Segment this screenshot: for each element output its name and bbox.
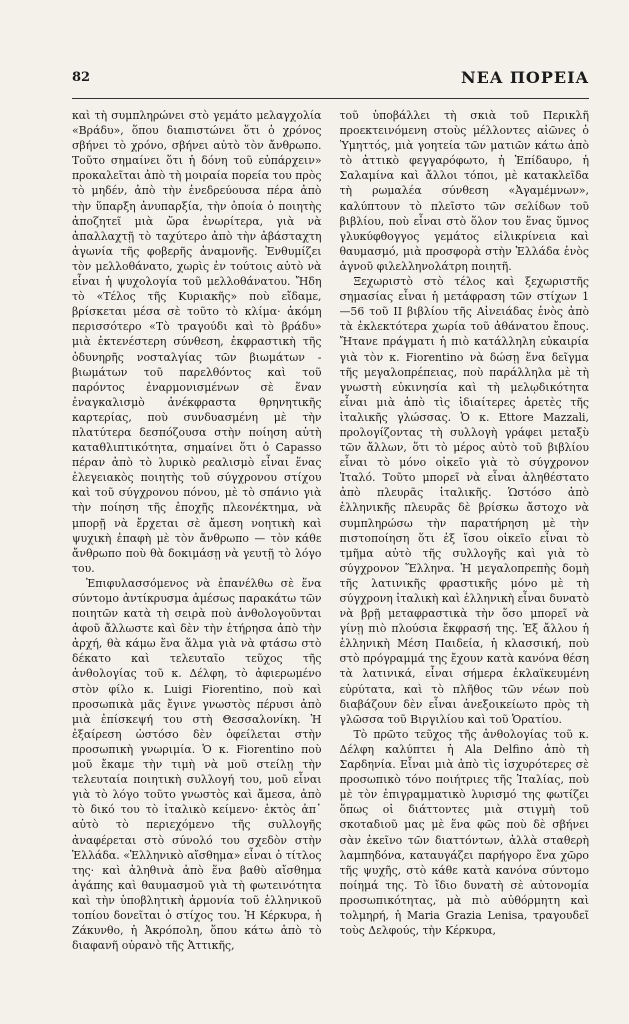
right-column	[340, 108, 590, 1006]
paragraph: Ξεχωριστὸ στὸ τέλος καὶ ξεχωριστῆς σημασίας εἶναι ἡ μετάφραση τῶν στίχων 1—56 τοῦ ΙΙ βιβλίου τῆς Αἰνειάδας ἑνὸς ἀπὸ τὰ ἐκλεκτότερα χωρία τοῦ ἀθάνατου ἔπους. Ἤτανε πράγματι ἡ πιὸ κατάλληλη εὐκαιρία γιὰ τὸν κ. Fiorentino νὰ δώσῃ ἕνα δεῖγμα τῆς μεγαλοπρέπειας, ποὺ παράλληλα μὲ τὴ γνωστὴ εὐκινησία καὶ τὴ μελῳδικότητα εἶναι μιὰ ἀπὸ τὶς ἰδιαίτερες ἀρετὲς τῆς ἰταλικῆς γλώσσας. Ὁ κ. Ettore Mazzali, προλογίζοντας τὴ συλλογὴ γράφει μεταξὺ τῶν ἄλλων, ὅτι τὸ μέρος αὐτὸ τοῦ βιβλίου εἶναι τὸ μόνο οἰκεῖο γιὰ τὸ σύγχρονον Ἰταλό. Τοῦτο μπορεῖ νὰ εἶναι ἀληθέστατο ἀπὸ πλευρᾶς ἰταλικῆς. Ὡστόσο ἀπὸ ἑλληνικῆς πλευρᾶς δὲ βρίσκω ἄστοχο νὰ συμπληρώσω τὴν παρατήρηση μὲ τὴν πιστοποίηση ὅτι ἐξ ἴσου οἰκεῖο εἶναι τὸ τμῆμα αὐτὸ τῆς συλλογῆς καὶ γιὰ τὸ σύγχρονον Ἕλληνα. Ἡ μεγαλοπρεπὴς δομὴ τῆς λατινικῆς φραστικῆς μόνο μὲ τὴ σύγχρονη ἰταλικὴ καὶ ἑλληνικὴ εἶναι δυνατὸ νὰ βρῇ μεταφραστικὰ τὴν ὅσο μπορεῖ νὰ γίνῃ πιὸ πλούσια ἔκφρασή της. Ἐξ ἄλλου ἡ ἑλληνικὴ Μέση Παιδεία, ἡ κλασσική, ποὺ στὸ πρόγραμμά της ἔχουν κατὰ κανόνα θέση τὰ λατινικά, εἶναι σήμερα ἐκλαϊκευμένη εὐρύτατα, καὶ τὸ πλῆθος τῶν νέων ποὺ διαβάζουν δὲν εἶναι ἀνεξοικείωτο πρὸς τὴ γλῶσσα τοῦ Βιργιλίου καὶ τοῦ Ὁρατίου.	[339, 275, 589, 726]
page-header	[72, 70, 589, 92]
paragraph: καὶ τὴ συμπληρώνει στὸ γεμάτο μελαγχολία «Βράδυ», ὅπου διαπιστώνει ὅτι ὁ χρόνος σβήνει τὸ χρόνο, σβήνει αὐτὸ τὸν ἄνθρωπο. Τοῦτο σημαίνει ὅτι ἡ δόνη τοῦ εὐπάρχειν» προκαλεῖται ἀπὸ τὴ μοιραία πορεία του πρὸς τὸ μηδέν, ἀπὸ τὴν ἐνεδρεύουσα πέρα ἀπὸ τὴν ὕπαρξη ἀνυπαρξία, τὴν ὁποία ὁ ποιητὴς ἀποζητεῖ μιὰ ὥρα ἐνωρίτερα, γιὰ νὰ ἀπαλλαχτῇ τὸ ταχύτερο ἀπὸ τὴν ἀβάσταχτη ἀγωνία τῆς φοβερῆς ἀναμονῆς. Ἐνθυμίζει τὸν μελλοθάνατο, χωρὶς ἐν τούτοις αὐτὸ νὰ εἶναι ἡ ψυχολογία τοῦ μελλοθάνατου. Ἤδη τὸ «Τέλος τῆς Κυριακῆς» ποὺ εἴδαμε, βρίσκεται μέσα σὲ τοῦτο τὸ κλίμα· ἀκόμη περισσότερο «Τὸ τραγούδι καὶ τὸ βράδυ» μιὰ ἐκτενέστερη σύνθεση, ἐκφραστικὴ τῆς ὀδυνηρῆς νοσταλγίας τῶν βιωμάτων - βιωμάτων τοῦ παρελθόντος καὶ τοῦ παρόντος ἐναρμονισμένων σὲ ἕναν ἐναγκαλισμὸ ἀνέκφραστα θρηνητικῆς καρτερίας, ποὺ συνδυασμένη μὲ τὴν πλατύτερα δεσπόζουσα στὴν ποίηση αὐτὴ καταθλιπτικότητα, σημαίνει ὅτι ὁ Capasso πέραν ἀπὸ τὸ λυρικὸ ρεαλισμὸ εἶναι ἕνας ἐλεγειακὸς ποιητὴς τοῦ σύγχρονου στίχου καὶ τοῦ σύγχρονου πόνου, μὲ τὸ σπάνιο γιὰ τὴν ποίηση τῆς ἐποχῆς πλεονέκτημα, νὰ μπορῇ νὰ ἔρχεται σὲ ἄμεση νοητικὴ καὶ ψυχικὴ ἐπαφὴ μὲ τὸν ἄνθρωπο — τὸν κάθε ἄνθρωπο ποὺ θὰ δοκιμάσῃ νὰ γευτῇ τὸ λόγο του.	[72, 109, 322, 575]
paragraph: Ἐπιφυλασσόμενος νὰ ἐπανέλθω σὲ ἕνα σύντομο ἀντίκρυσμα ἀμέσως παρακάτω τῶν ποιητῶν κατὰ τὴ σειρὰ ποὺ ἀνθολογοῦνται ἀφοῦ ἄλλωστε καὶ δὲν τὴν ἐτήρησα ἀπὸ τὴν ἀρχή, θὰ κάμω ἕνα ἅλμα γιὰ νὰ φτάσω στὸ δέκατο καὶ τελευταῖο τεῦχος τῆς ἀνθολογίας τοῦ κ. Δέλφη, τὸ ἀφιερωμένο στὸν φίλο κ. Luigi Fiorentino, ποὺ καὶ προσωπικὰ μᾶς ἔγινε γνωστὸς πέρυσι ἀπὸ μιὰ ἐπίσκεψή του στὴ Θεσσαλονίκη. Ἡ ἐξαίρεση ὡστόσο δὲν ὀφείλεται στὴν προσωπικὴ γνωριμία. Ὁ κ. Fiorentino ποὺ μοῦ ἔκαμε τὴν τιμὴ νὰ μοῦ στείλῃ τὴν τελευταία ποιητικὴ συλλογή του, μοῦ εἶναι γιὰ τὸ λόγο τοῦτο γνωστὸς καὶ ἄμεσα, ἀπὸ τὸ δικό του τὸ ἰταλικὸ κείμενο· ἐκτὸς ἀπ᾿ αὐτὸ τὸ περιεχόμενο τῆς συλλογῆς ἀναφέρεται στὸ σύνολό του σχεδὸν στὴν Ἑλλάδα. «Ἑλληνικὸ αἴσθημα» εἶναι ὁ τίτλος της· καὶ ἀληθινὰ ἀπὸ ἕνα βαθὺ αἴσθημα ἀγάπης καὶ θαυμασμοῦ γιὰ τὴ φωτεινότητα καὶ τὴν ὑποβλητικὴ ἁρμονία τοῦ ἑλληνικοῦ τοπίου δονεῖται ὁ στίχος του. Ἡ Κέρκυρα, ἡ Ζάκυνθο, ἡ Ἀκρόπολη, ὅπου κάτω ἀπὸ τὸ διαφανῆ οὐρανὸ τῆς Ἀττικῆς,	[72, 576, 322, 953]
paragraph: Τὸ πρῶτο τεῦχος τῆς ἀνθολογίας τοῦ κ. Δέλφη καλύπτει ἡ Ala Delfino ἀπὸ τὴ Σαρδηνία. Εἶναι μιὰ ἀπὸ τὶς ἰσχυρότερες σὲ προσωπικὸ τόνο ποιήτριες τῆς Ἰταλίας, ποὺ μὲ τὸν ἐπιγραμματικὸ λυρισμό της φωτίζει ὅπως οἱ διάττοντες μιὰ στιγμὴ τοῦ σκοταδιοῦ μας μὲ ἕνα φῶς ποὺ δὲ σβήνει σὰν ἐκεῖνο τῶν διαττόντων, ἀλλὰ σταθερὴ λαμπηδόνα, καταυγάζει παρήγορο ἕνα χῶρο τῆς ψυχῆς, στὸ κάθε κατὰ κανόνα σύντομο ποίημά της. Τὸ ἴδιο δυνατὴ σὲ αὐτονομία προσωπικότητας, μὰ πιὸ αὐθόρμητη καὶ τολμηρή, ἡ Maria Grazia Lenisa, τραγουδεῖ τοὺς Δελφούς, τὴν Κέρκυρα,	[339, 727, 589, 938]
paragraph: τοῦ ὑποβάλλει τὴ σκιὰ τοῦ Περικλῆ προεκτεινόμενη στοὺς μέλλοντες αἰῶνες ὁ Ὑμηττός, μιὰ γοητεία τῶν ματιῶν κάτω ἀπὸ τὸ ἀττικὸ φεγγαρόφωτο, ἡ Ἐπίδαυρο, ἡ Σαλαμίνα καὶ ἄλλοι τόποι, μὲ κατακλεῖδα τὴ ρωμαλέα σύνθεση «Ἀγαμέμνων», καλύπτουν τὸ πλεῖστο τῶν σελίδων τοῦ βιβλίου, ποὺ εἶναι στὸ ὅλον του ἕνας ὕμνος γλυκύφθογγος γεμάτος εἰλικρίνεια καὶ θαυμασμό, μιὰ προσφορὰ στὴν Ἑλλάδα ἑνὸς ἀγνοῦ φιλελληνολάτρη ποιητῆ.	[339, 109, 589, 273]
article-body	[72, 108, 589, 1006]
journal-title: ΝΕΑ ΠΟΡΕΙΑ	[461, 68, 589, 87]
left-column	[72, 108, 322, 1006]
header-rule	[72, 98, 589, 99]
page-number: 82	[72, 70, 91, 85]
